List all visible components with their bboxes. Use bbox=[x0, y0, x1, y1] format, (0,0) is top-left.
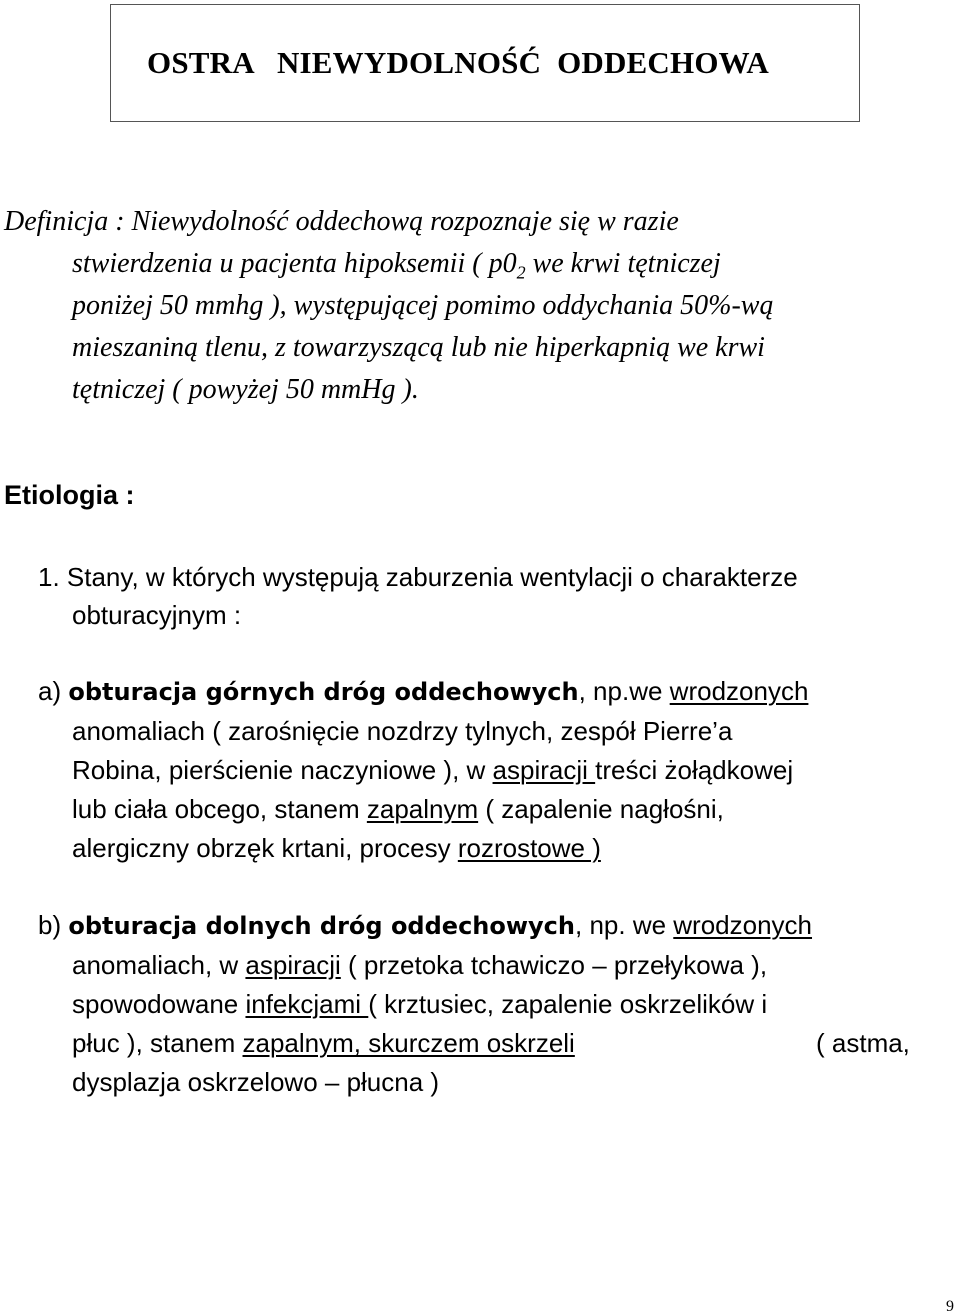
item-a-bold: obturacja górnych dróg oddechowych bbox=[68, 678, 579, 706]
item-b-line-3 bbox=[72, 989, 767, 1020]
item-b-marker: b) bbox=[38, 910, 69, 940]
definition-subscript: 2 bbox=[516, 262, 526, 283]
item-b-l1-underlined: wrodzonych bbox=[673, 910, 813, 940]
item-b-l3-underlined: infekcjami bbox=[245, 989, 369, 1019]
page-title: OSTRA NIEWYDOLNOŚĆ ODDECHOWA bbox=[147, 45, 769, 80]
item-a-l4-post: ( zapalenie nagłośni, bbox=[478, 794, 724, 824]
definition-line-3: poniżej 50 mmhg ), występującej pomimo oddychania 50%-wą bbox=[72, 290, 774, 321]
item-a-line-3 bbox=[72, 755, 793, 786]
item-b-line-2 bbox=[72, 950, 767, 981]
item-b-l2-pre: anomaliach, w bbox=[72, 950, 246, 980]
item-a-l3-underlined: aspiracji bbox=[492, 755, 596, 785]
item-a-line-2: anomaliach ( zarośnięcie nozdrzy tylnych, zespół Pierre’a bbox=[72, 716, 733, 746]
item-b-l1-rest: , np. we bbox=[575, 910, 674, 940]
item-b-line-4 bbox=[72, 1028, 575, 1059]
item-a-l4-pre: lub ciała obcego, stanem bbox=[72, 794, 367, 824]
definition-line-4: mieszaniną tlenu, z towarzyszącą lub nie hiperkapnią we krwi bbox=[72, 332, 765, 363]
definition-line-2 bbox=[72, 248, 721, 284]
item-a-l4-underlined: zapalnym bbox=[366, 794, 479, 824]
item-a-l3-post: treści żołądkowej bbox=[595, 755, 794, 785]
item-b-line-1 bbox=[38, 910, 812, 941]
item-a-l1-rest: , np.we bbox=[578, 676, 670, 706]
item-b-line-5: dysplazja oskrzelowo – płucna ) bbox=[72, 1067, 440, 1097]
definition-line-2a: stwierdzenia u pacjenta hipoksemii ( p0 bbox=[72, 248, 517, 279]
item-b-l2-post: ( przetoka tchawiczo – przełykowa ), bbox=[340, 950, 768, 980]
etiology-item-1-line-2: obturacyjnym : bbox=[72, 600, 242, 630]
item-a-l1-underlined: wrodzonych bbox=[669, 676, 809, 706]
item-b-l3-post: ( krztusiec, zapalenie oskrzelików i bbox=[368, 989, 768, 1019]
item-a-marker: a) bbox=[38, 676, 69, 706]
item-b-bold: obturacja dolnych dróg oddechowych bbox=[68, 912, 575, 940]
definition-line-2b: we krwi tętniczej bbox=[525, 248, 721, 279]
item-a-l3-pre: Robina, pierścienie naczyniowe ), w bbox=[72, 755, 493, 785]
item-b-l2-underlined: aspiracji bbox=[245, 950, 341, 980]
page-number: 9 bbox=[946, 1298, 954, 1315]
item-a-l5-underlined: rozrostowe ) bbox=[457, 833, 601, 863]
item-b-l4-post: ( astma, bbox=[816, 1028, 910, 1058]
item-b-l3-pre: spowodowane bbox=[72, 989, 246, 1019]
etiology-item-1-line-1: 1. Stany, w których występują zaburzenia wentylacji o charakterze bbox=[38, 562, 798, 592]
item-a-line-4 bbox=[72, 794, 724, 825]
item-a-line-1 bbox=[38, 676, 808, 707]
item-b-l4-underlined: zapalnym, skurczem oskrzeli bbox=[242, 1028, 575, 1058]
definition-line-1: Definicja : Niewydolność oddechową rozpoznaje się w razie bbox=[4, 206, 679, 237]
etiology-heading: Etiologia : bbox=[4, 480, 135, 510]
definition-line-5: tętniczej ( powyżej 50 mmHg ). bbox=[72, 374, 419, 405]
item-a-l5-pre: alergiczny obrzęk krtani, procesy bbox=[72, 833, 458, 863]
title-box bbox=[110, 4, 860, 122]
item-b-l4-pre: płuc ), stanem bbox=[72, 1028, 243, 1058]
item-a-line-5 bbox=[72, 833, 601, 864]
